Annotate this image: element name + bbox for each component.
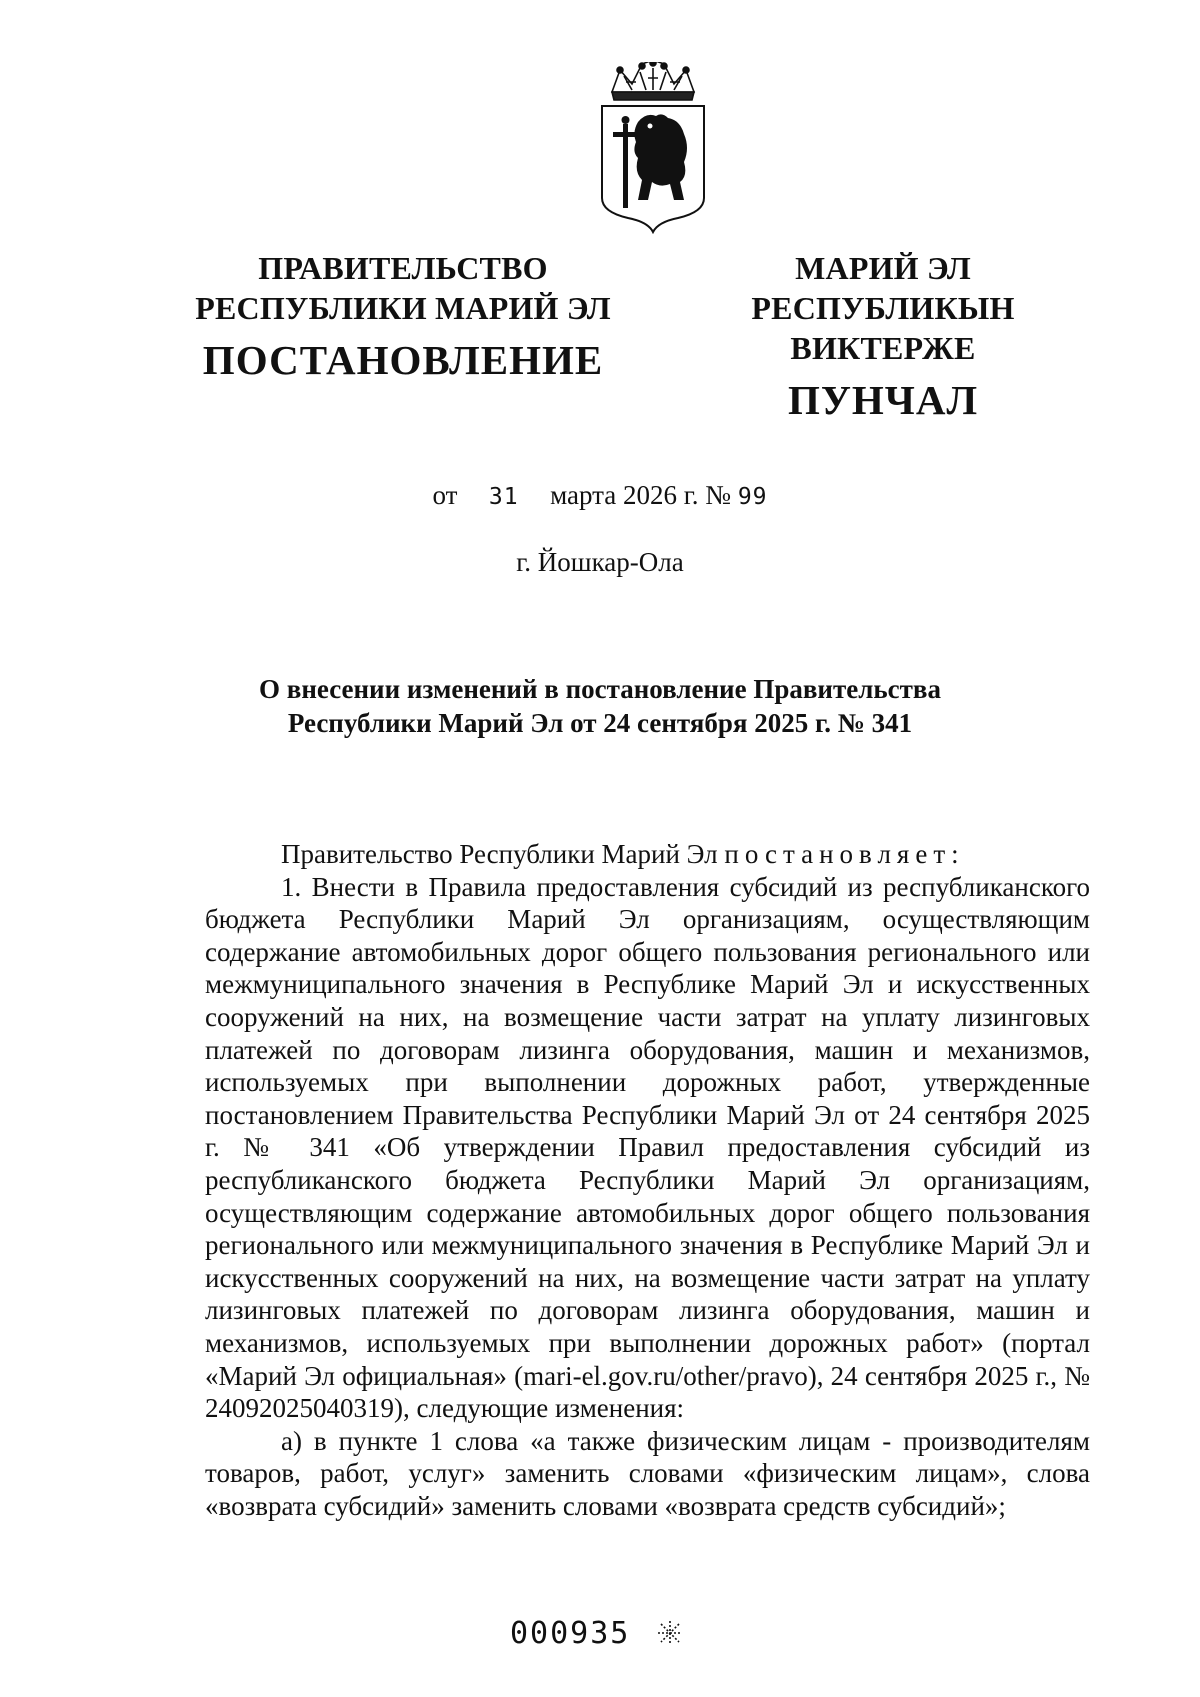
header-right-line2: ВИКТЕРЖЕ [790, 330, 976, 366]
document-title [150, 672, 1050, 740]
date-day: 31 [488, 484, 519, 510]
intro-resolves: постановляет: [724, 839, 965, 869]
serial-number: 000935 [510, 1616, 631, 1651]
intro-text: Правительство Республики Марий Эл [281, 839, 718, 869]
header-left-line1: ПРАВИТЕЛЬСТВО [258, 250, 548, 286]
paragraph-1: 1. Внести в Правила предоставления субсидий из республиканского бюджета Республики Марий Эл организациям, осуществляющим содержание автомобильных дорог общего пользования регионального или межмуниципального значения в Республике Марий Эл и искусственных сооружений на них, на возмещение части затрат на уплату лизинговых платежей по договорам лизинга оборудования, машин и механизмов, используемых при выполнении дорожных работ, утвержденные постановлением Правительства Республики Марий Эл от 24 сентября 2025 г. № 341 «Об утверждении Правил предоставления субсидий из республиканского бюджета Республики Марий Эл организациям, осуществляющим содержание автомобильных дорог общего пользования регионального или межмуниципального значения в Республике Марий Эл и искусственных сооружений на них, на возмещение части затрат на уплату лизинговых платежей по договорам лизинга оборудования, машин и механизмов, используемых при выполнении дорожных работ» (портал «Марий Эл официальная» (mari-el.gov.ru/other/pravo), 24 сентября 2025 г., № 24092025040319), следующие изменения: [205, 871, 1090, 1424]
document-number: 99 [737, 484, 768, 510]
asterisk-mark-icon [657, 1620, 683, 1646]
document-type-mari: ПУНЧАЛ [787, 377, 979, 423]
coat-of-arms-icon [598, 62, 708, 234]
document-date [0, 478, 1200, 514]
header-left [193, 248, 613, 386]
intro-paragraph [205, 838, 1090, 871]
document-city: г. Йошкар-Ола [516, 547, 684, 577]
document-type-ru: ПОСТАНОВЛЕНИЕ [202, 337, 604, 383]
date-month-year: марта 2026 г. № [550, 480, 732, 510]
title-line1: О внесении изменений в постановление Правительства [259, 674, 941, 704]
title-line2: Республики Марий Эл от 24 сентября 2025 г. № 341 [287, 708, 913, 738]
paragraph-a: а) в пункте 1 слова «а также физическим лицам - производителям товаров, работ, услуг» заменить словами «физическим лицам», слова «возврата субсидий» заменить словами «возврата средств субсидий»; [205, 1425, 1090, 1521]
document-body [205, 838, 1090, 1522]
header-left-line2: РЕСПУБЛИКИ МАРИЙ ЭЛ [195, 290, 611, 326]
date-prefix: от [432, 480, 458, 510]
header-right [673, 248, 1093, 426]
header-right-line1: МАРИЙ ЭЛ РЕСПУБЛИКЫН [751, 250, 1015, 326]
